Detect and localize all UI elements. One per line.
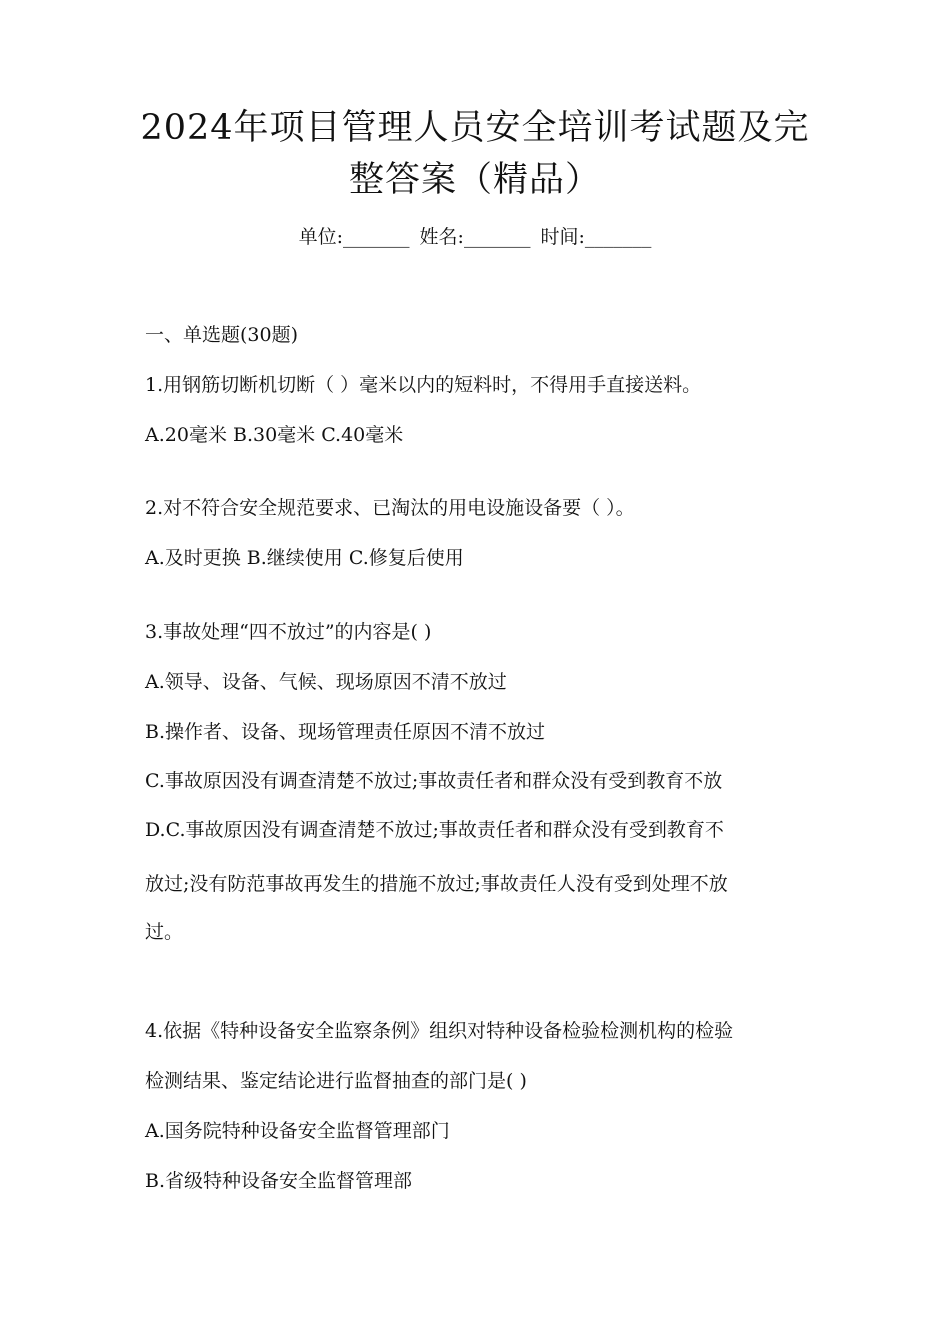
- question-3-stem: 3.事故处理“四不放过”的内容是( ): [145, 621, 432, 643]
- question-3-option-d-line-1: D.C.事故原因没有调查清楚不放过;事故责任者和群众没有受到教育不: [145, 819, 724, 841]
- document-title-line-1: 2024年项目管理人员安全培训考试题及完: [140, 108, 810, 148]
- question-2-stem: 2.对不符合安全规范要求、已淘汰的用电设施设备要（ ）。: [145, 497, 635, 519]
- document-title-line-2: 整答案（精品）: [348, 160, 601, 200]
- time-field: 时间:_______: [540, 226, 652, 248]
- unit-field: 单位:_______: [298, 226, 410, 248]
- question-3-option-a: A.领导、设备、气候、现场原因不清不放过: [145, 671, 507, 693]
- question-1-stem: 1.用钢筋切断机切断（ ）毫米以内的短料时，不得用手直接送料。: [145, 374, 702, 396]
- question-2-options: A.及时更换 B.继续使用 C.修复后使用: [145, 547, 464, 569]
- question-3-option-d-line-3: 过。: [145, 921, 184, 943]
- question-4-option-a: A.国务院特种设备安全监督管理部门: [145, 1120, 450, 1142]
- info-fields: [0, 222, 950, 252]
- question-1-options: A.20毫米 B.30毫米 C.40毫米: [145, 424, 404, 446]
- question-3-option-c: C.事故原因没有调查清楚不放过;事故责任者和群众没有受到教育不放: [145, 770, 723, 792]
- question-4-stem-line-2: 检测结果、鉴定结论进行监督抽查的部门是( ): [145, 1070, 527, 1092]
- question-3-option-d-line-2: 放过;没有防范事故再发生的措施不放过;事故责任人没有受到处理不放: [145, 873, 728, 895]
- question-4-option-b: B.省级特种设备安全监督管理部: [145, 1170, 413, 1192]
- name-field: 姓名:_______: [419, 226, 531, 248]
- question-3-option-b: B.操作者、设备、现场管理责任原因不清不放过: [145, 721, 546, 743]
- section-heading: 一、单选题(30题): [145, 324, 299, 346]
- question-4-stem-line-1: 4.依据《特种设备安全监察条例》组织对特种设备检验检测机构的检验: [145, 1020, 734, 1042]
